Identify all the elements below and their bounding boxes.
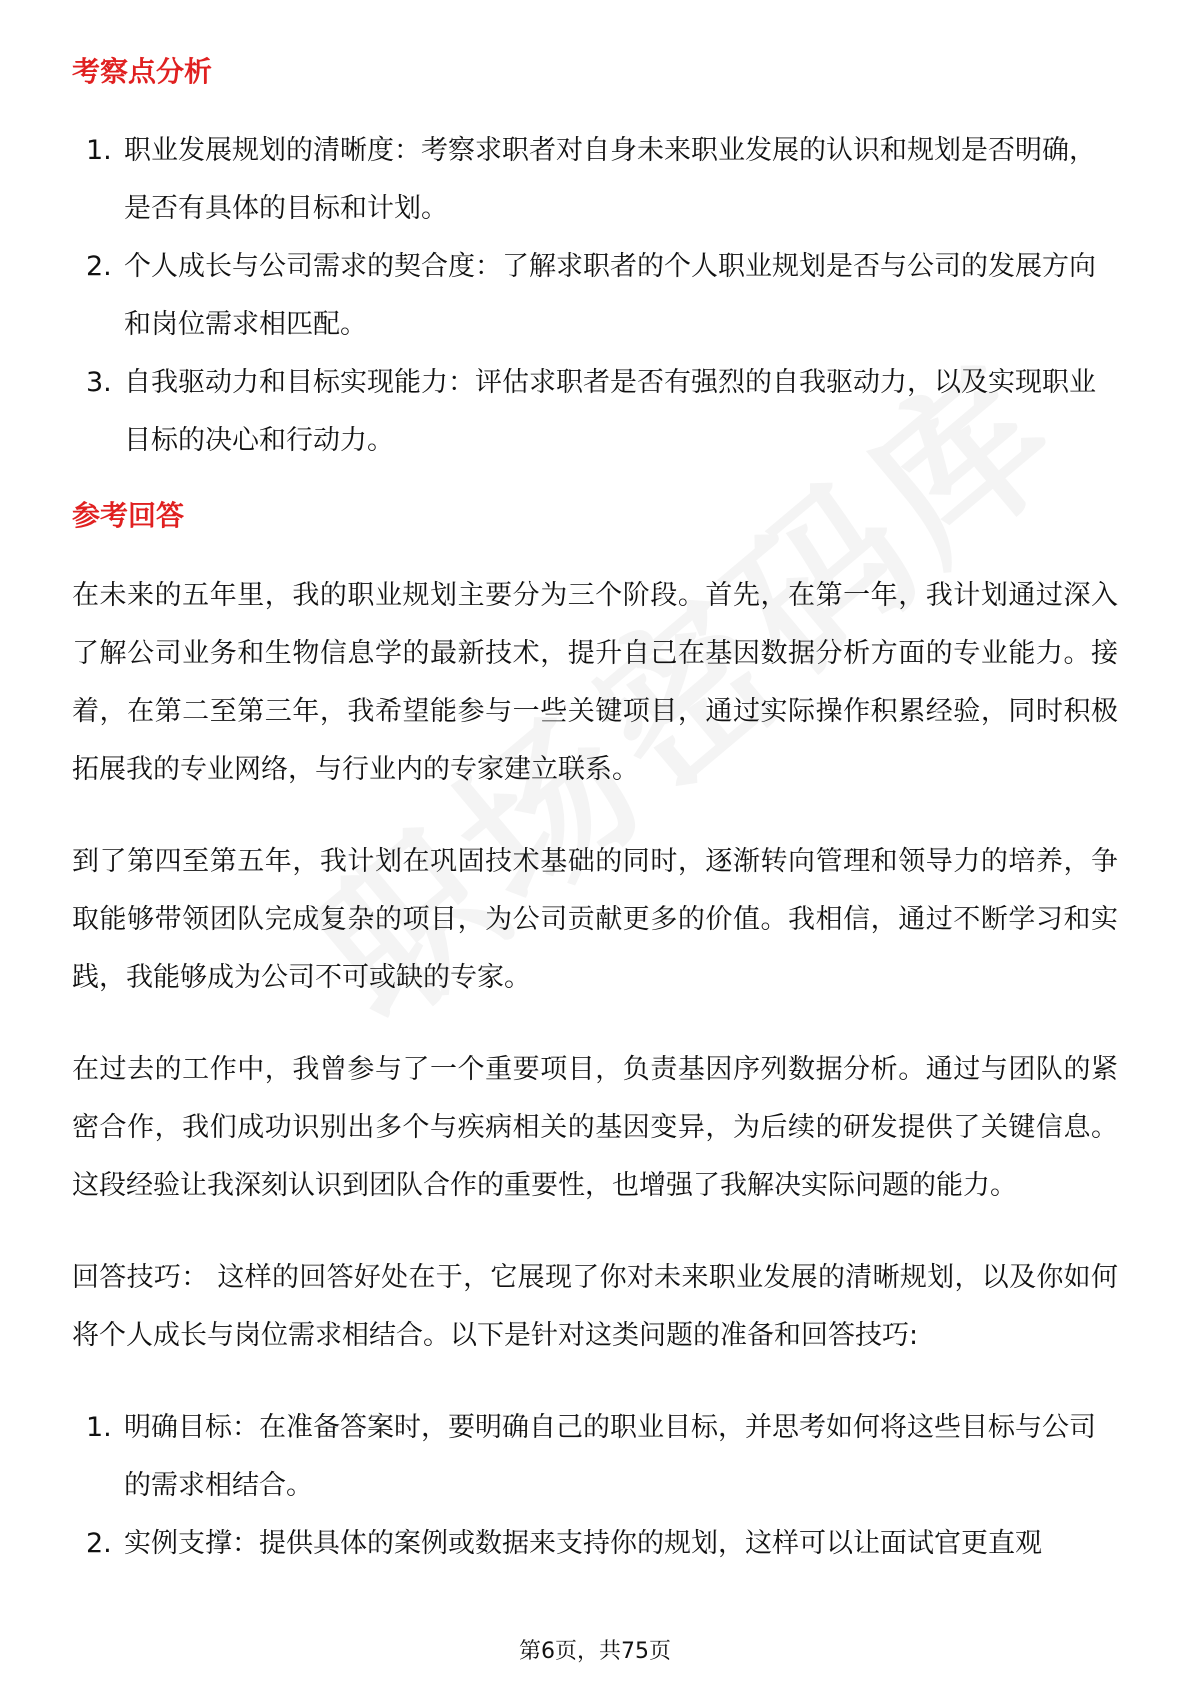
page-number: 第6页，共75页 <box>519 1639 671 1664</box>
list-item-number: 2. <box>86 1527 112 1559</box>
list-item <box>72 1399 1118 1515</box>
list-item <box>72 354 1118 470</box>
tips-list <box>72 1399 1118 1573</box>
tips-intro-paragraph: 回答技巧： 这样的回答好处在于，它展现了你对未来职业发展的清晰规划，以及你如何将个人成长与岗位需求相结合。以下是针对这类问题的准备和回答技巧: <box>72 1261 1118 1351</box>
answer-paragraph: 在未来的五年里，我的职业规划主要分为三个阶段。首先，在第一年，我计划通过深入了解公司业务和生物信息学的最新技术，提升自己在基因数据分析方面的专业能力。接着，在第二至第三年，我希望能参与一些关键项目，通过实际操作积累经验，同时积极拓展我的专业网络，与行业内的专家建立联系。 <box>72 579 1118 785</box>
analysis-heading: 考察点分析 <box>72 55 213 88</box>
list-item-number: 1. <box>86 1411 112 1443</box>
list-item-text: 自我驱动力和目标实现能力：评估求职者是否有强烈的自我驱动力，以及实现职业目标的决心和行动力。 <box>124 367 1096 457</box>
list-item-text: 实例支撑：提供具体的案例或数据来支持你的规划，这样可以让面试官更直观 <box>124 1527 1042 1559</box>
list-item <box>72 122 1118 238</box>
list-item-text: 个人成长与公司需求的契合度：了解求职者的个人职业规划是否与公司的发展方向和岗位需求相匹配。 <box>124 251 1096 341</box>
analysis-list <box>72 122 1118 470</box>
list-item-text: 职业发展规划的清晰度：考察求职者对自身未来职业发展的认识和规划是否明确，是否有具体的目标和计划。 <box>124 135 1096 225</box>
list-item-number: 3. <box>86 367 112 399</box>
list-item-number: 1. <box>86 135 112 167</box>
list-item <box>72 238 1118 354</box>
page-content <box>72 40 1118 1601</box>
list-item <box>72 1515 1118 1573</box>
answer-paragraph: 到了第四至第五年，我计划在巩固技术基础的同时，逐渐转向管理和领导力的培养，争取能够带领团队完成复杂的项目，为公司贡献更多的价值。我相信，通过不断学习和实践，我能够成为公司不可或缺的专家。 <box>72 845 1118 993</box>
list-item-text: 明确目标：在准备答案时，要明确自己的职业目标，并思考如何将这些目标与公司的需求相结合。 <box>124 1411 1096 1501</box>
list-item-number: 2. <box>86 251 112 283</box>
answer-paragraph: 在过去的工作中，我曾参与了一个重要项目，负责基因序列数据分析。通过与团队的紧密合作，我们成功识别出多个与疾病相关的基因变异，为后续的研发提供了关键信息。这段经验让我深刻认识到团队合作的重要性，也增强了我解决实际问题的能力。 <box>72 1053 1118 1201</box>
answer-heading: 参考回答 <box>72 499 185 533</box>
